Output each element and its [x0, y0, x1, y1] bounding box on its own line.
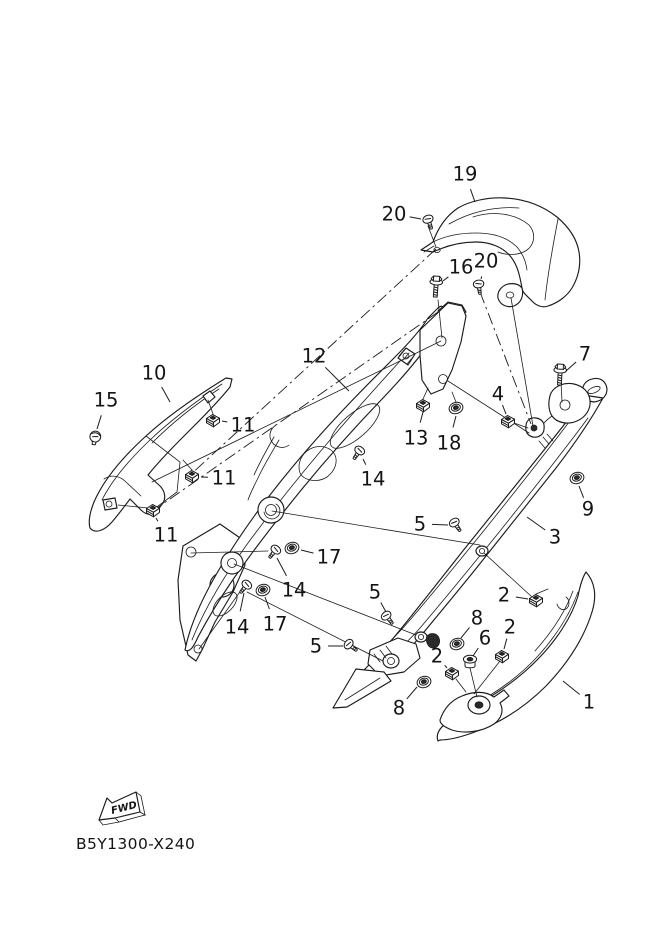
callout-leader-2 [445, 665, 447, 668]
callout-leader-11 [222, 421, 227, 422]
clip-icon [207, 415, 220, 427]
callout-leader-13 [420, 412, 423, 423]
callout-14: 14 [224, 615, 250, 639]
callout-20: 20 [473, 249, 499, 273]
callout-8: 8 [392, 696, 406, 720]
callout-leader-2 [504, 639, 507, 649]
callout-15: 15 [93, 388, 119, 412]
callout-11: 11 [230, 413, 256, 437]
callout-4: 4 [491, 382, 505, 406]
callout-13: 13 [403, 426, 429, 450]
callout-leader-8 [407, 687, 417, 699]
callout-9: 9 [581, 497, 595, 521]
bolt-icon [553, 364, 567, 385]
callout-5: 5 [368, 580, 382, 604]
callout-11: 11 [211, 466, 237, 490]
callout-16: 16 [448, 255, 474, 279]
callout-leader-16 [443, 277, 448, 281]
callout-leader-14 [363, 459, 366, 465]
callout-leader-1 [563, 681, 580, 695]
callout-11: 11 [153, 523, 179, 547]
callout-5: 5 [309, 634, 323, 658]
callout-1: 1 [582, 690, 596, 714]
callout-leader-12 [325, 367, 349, 391]
part-left-lower-cover-tip [333, 669, 391, 708]
bolt-icon [429, 276, 443, 298]
callout-2: 2 [430, 644, 444, 668]
grommet-icon [448, 401, 465, 416]
screw-icon [342, 638, 360, 655]
callout-3: 3 [548, 525, 562, 549]
clip-icon [502, 416, 515, 428]
callout-leader-14 [277, 558, 287, 576]
callout-leader-4 [503, 405, 507, 414]
callout-6: 6 [478, 626, 492, 650]
clip-icon [496, 651, 509, 663]
callout-leader-17 [301, 550, 314, 553]
clip-icon [446, 668, 459, 680]
callout-12: 12 [301, 344, 327, 368]
collar-icon [463, 655, 476, 668]
screw-icon [265, 543, 282, 561]
callout-leader-15 [97, 415, 101, 429]
callout-leader-5 [381, 603, 386, 613]
callout-leader-7 [566, 362, 576, 371]
callout-10: 10 [141, 361, 167, 385]
callout-14: 14 [281, 578, 307, 602]
fwd-arrow-label: FWD [110, 799, 139, 817]
grommet-icon [416, 675, 433, 690]
grommet-icon [569, 471, 586, 486]
callout-leader-9 [579, 486, 584, 498]
callout-leader-2 [516, 597, 528, 599]
callout-14: 14 [360, 467, 386, 491]
callout-19: 19 [452, 162, 478, 186]
callout-leader-10 [162, 387, 170, 402]
grommet-icon [255, 583, 272, 598]
callout-leader-14 [240, 593, 244, 611]
grommet-icon [284, 541, 301, 556]
callout-20: 20 [381, 202, 407, 226]
rivet-icon [88, 430, 101, 446]
callout-leader-18 [453, 416, 456, 428]
callout-leader-11 [156, 518, 158, 521]
callout-leader-6 [473, 648, 478, 656]
callout-leader-19 [470, 189, 475, 202]
callout-18: 18 [436, 431, 462, 455]
callout-leader-20 [410, 217, 421, 219]
callout-7: 7 [578, 342, 592, 366]
callout-2: 2 [503, 615, 517, 639]
screw-icon [448, 516, 465, 534]
part-tail-cover [421, 198, 580, 307]
callout-5: 5 [413, 512, 427, 536]
clip-icon [417, 400, 430, 412]
callout-leader-3 [527, 517, 545, 530]
grommet-icon [449, 637, 466, 652]
callout-2: 2 [497, 583, 511, 607]
callout-8: 8 [470, 606, 484, 630]
fwd-arrow-icon [99, 792, 145, 825]
callout-leader-5 [432, 524, 448, 525]
part-number-label: B5Y1300-X240 [76, 835, 196, 853]
screw-icon [473, 279, 485, 295]
callout-17: 17 [262, 612, 288, 636]
callout-17: 17 [316, 545, 342, 569]
callout-leader-20 [481, 276, 482, 279]
callout-leader-8 [461, 627, 470, 638]
